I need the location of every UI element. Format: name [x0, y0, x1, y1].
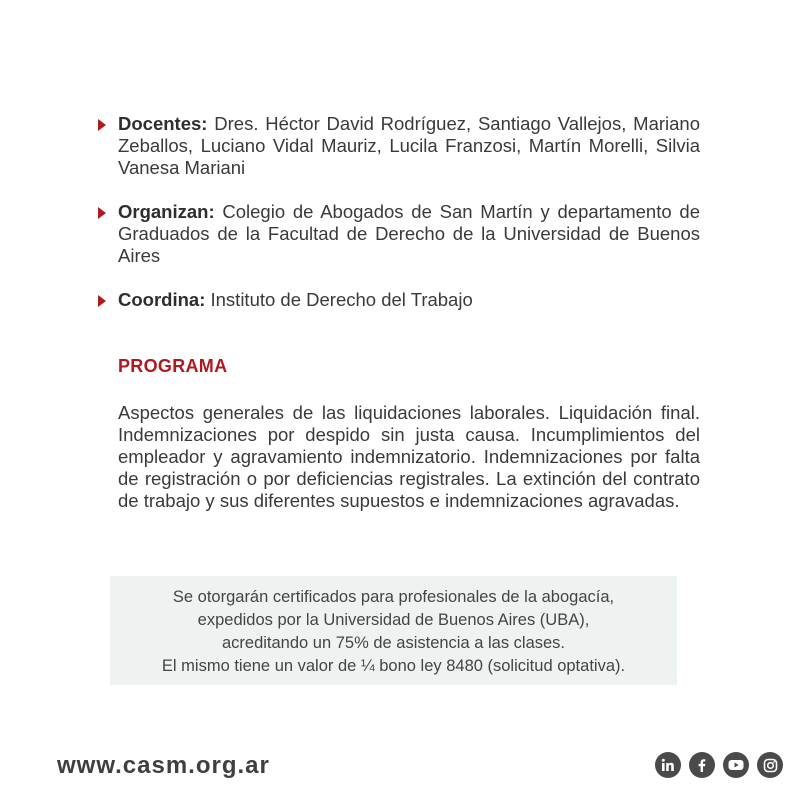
coordina-label: Coordina: [118, 289, 206, 310]
certificate-line: Se otorgarán certificados para profesionales de la abogacía, [172, 588, 615, 606]
info-list [96, 113, 700, 333]
list-item-docentes [96, 113, 700, 179]
certificate-notice [110, 576, 677, 685]
organizan-paragraph [118, 201, 700, 267]
coordina-paragraph [118, 289, 700, 311]
organizan-label: Organizan: [118, 201, 215, 222]
social-links [655, 752, 783, 778]
list-item-coordina [96, 289, 700, 311]
linkedin-icon[interactable] [655, 752, 681, 778]
certificate-line: acreditando un 75% de asistencia a las clases. [221, 634, 566, 652]
bullet-arrow-icon [98, 207, 106, 219]
programa-text: Aspectos generales de las liquidaciones laborales. Liquidación final. Indemnizaciones por despido sin justa causa. Incumplimientos del empleador y agravamiento indemnizatorio. Indemnizaciones por falta de registración o por deficiencias registrales. La extinción del contrato de trabajo y sus diferentes supuestos e indemnizaciones agravadas. [118, 402, 700, 511]
certificate-line: expedidos por la Universidad de Buenos Aires (UBA), [197, 611, 590, 629]
bullet-arrow-icon [98, 295, 106, 307]
organizan-text: Colegio de Abogados de San Martín y departamento de Graduados de la Facultad de Derecho de la Universidad de Buenos Aires [118, 201, 700, 266]
instagram-icon[interactable] [757, 752, 783, 778]
docentes-text: Dres. Héctor David Rodríguez, Santiago Vallejos, Mariano Zeballos, Luciano Vidal Mauriz, Lucila Franzosi, Martín Morelli, Silvia Vanesa Mariani [118, 113, 700, 178]
certificate-line: El mismo tiene un valor de ¼ bono ley 8480 (solicitud optativa). [161, 657, 626, 675]
docentes-paragraph [118, 113, 700, 179]
youtube-icon[interactable] [723, 752, 749, 778]
website-link[interactable]: www.casm.org.ar [57, 752, 270, 779]
programa-heading: PROGRAMA [118, 356, 228, 376]
coordina-text: Instituto de Derecho del Trabajo [205, 289, 473, 310]
docentes-label: Docentes: [118, 113, 208, 134]
facebook-icon[interactable] [689, 752, 715, 778]
bullet-arrow-icon [98, 119, 106, 131]
list-item-organizan [96, 201, 700, 267]
